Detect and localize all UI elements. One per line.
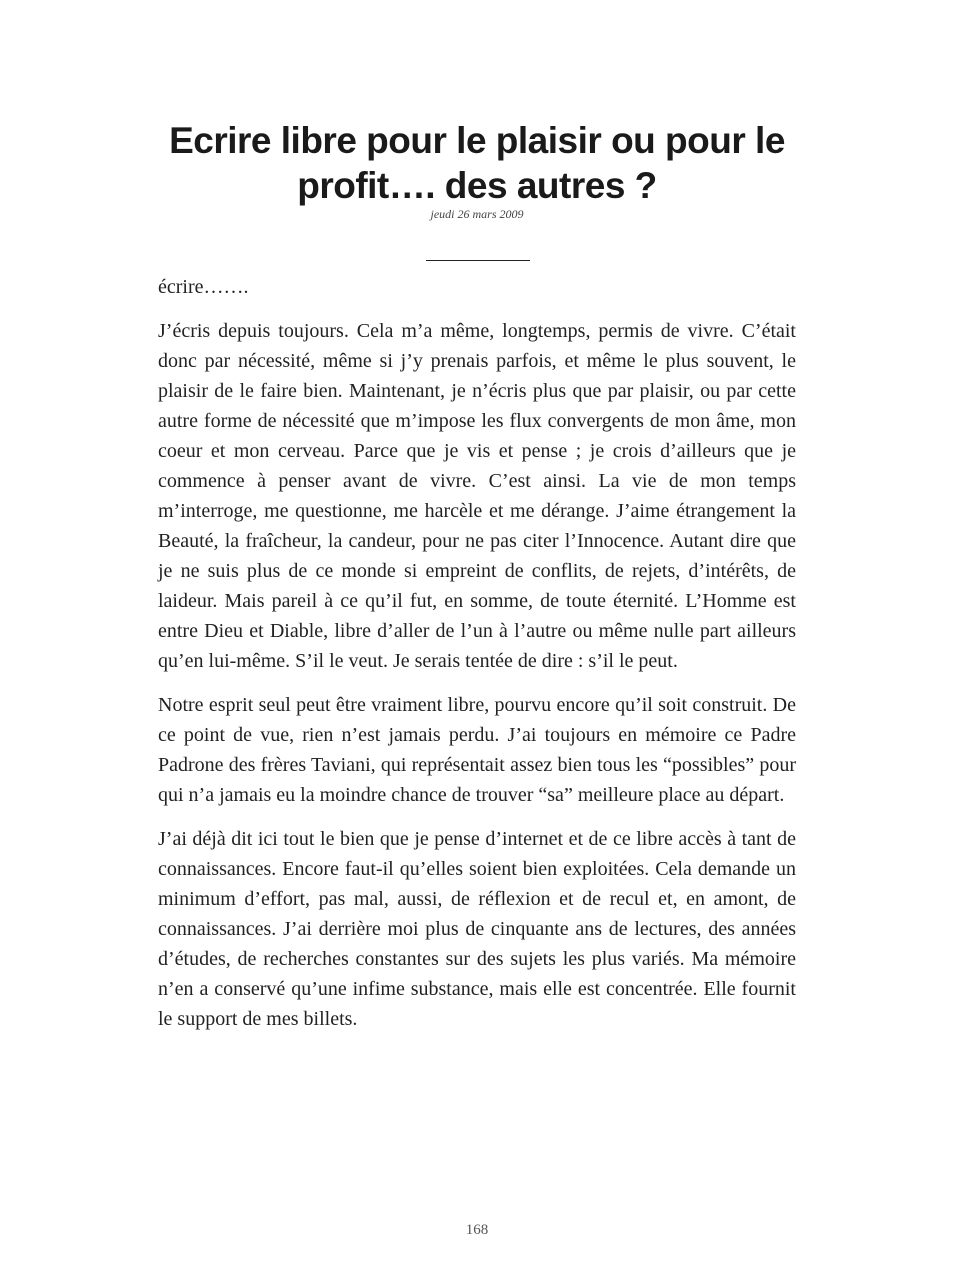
page-number: 168 [465,1222,489,1238]
paragraph-intro: écrire……. [158,276,249,298]
paragraph: J’écris depuis toujours. Cela m’a même, longtemps, permis de vivre. C’était donc par nécessité, même si j’y prenais parfois, et même le plus souvent, le plaisir de le faire bien. Maintenant, je n’écris plus que par plaisir, ou par cette autre forme de nécessité que m’impose les flux convergents de mon âme, mon coeur et mon cerveau. Parce que je vis et pense ; je crois d’ailleurs que je commence à penser avant de vivre. C’est ainsi. La vie de mon temps m’interroge, me questionne, me harcèle et me dérange. J’aime étrangement la Beauté, la fraîcheur, la candeur, pour ne pas citer l’Innocence. Autant dire que je ne suis plus de ce monde si empreint de conflits, de rejets, d’intérêts, de laideur. Mais pareil à ce qu’il fut, en somme, de toute éternité. L’Homme est entre Dieu et Diable, libre d’aller de l’un à l’autre ou même nulle part ailleurs qu’en lui-même. S’il le veut. Je serais tentée de dire : s’il le peut. [158,320,796,672]
paragraph: J’ai déjà dit ici tout le bien que je pense d’internet et de ce libre accès à tant de connaissances. Encore faut-il qu’elles soient bien exploitées. Cela demande un minimum d’effort, pas mal, aussi, de réflexion et de recul et, en amont, de connaissances. J’ai derrière moi plus de cinquante ans de lectures, des années d’études, de recherches constantes sur des sujets les plus variés. Ma mémoire n’en a conservé qu’une infime substance, mais elle est concentrée. Elle fournit le support de mes billets. [158,828,796,1030]
post-date: jeudi 26 mars 2009 [430,207,524,221]
page-title: Ecrire libre pour le plaisir ou pour le profit…. des autres ? [169,120,785,206]
title-separator [426,260,530,261]
paragraph: Notre esprit seul peut être vraiment libre, pourvu encore qu’il soit construit. De ce point de vue, rien n’est jamais perdu. J’ai toujours en mémoire ce Padre Padrone des frères Taviani, qui représentait assez bien tous les “possibles” pour qui n’a jamais eu la moindre chance de trouver “sa” meilleure place au départ. [158,694,796,806]
article-body [158,272,796,1048]
